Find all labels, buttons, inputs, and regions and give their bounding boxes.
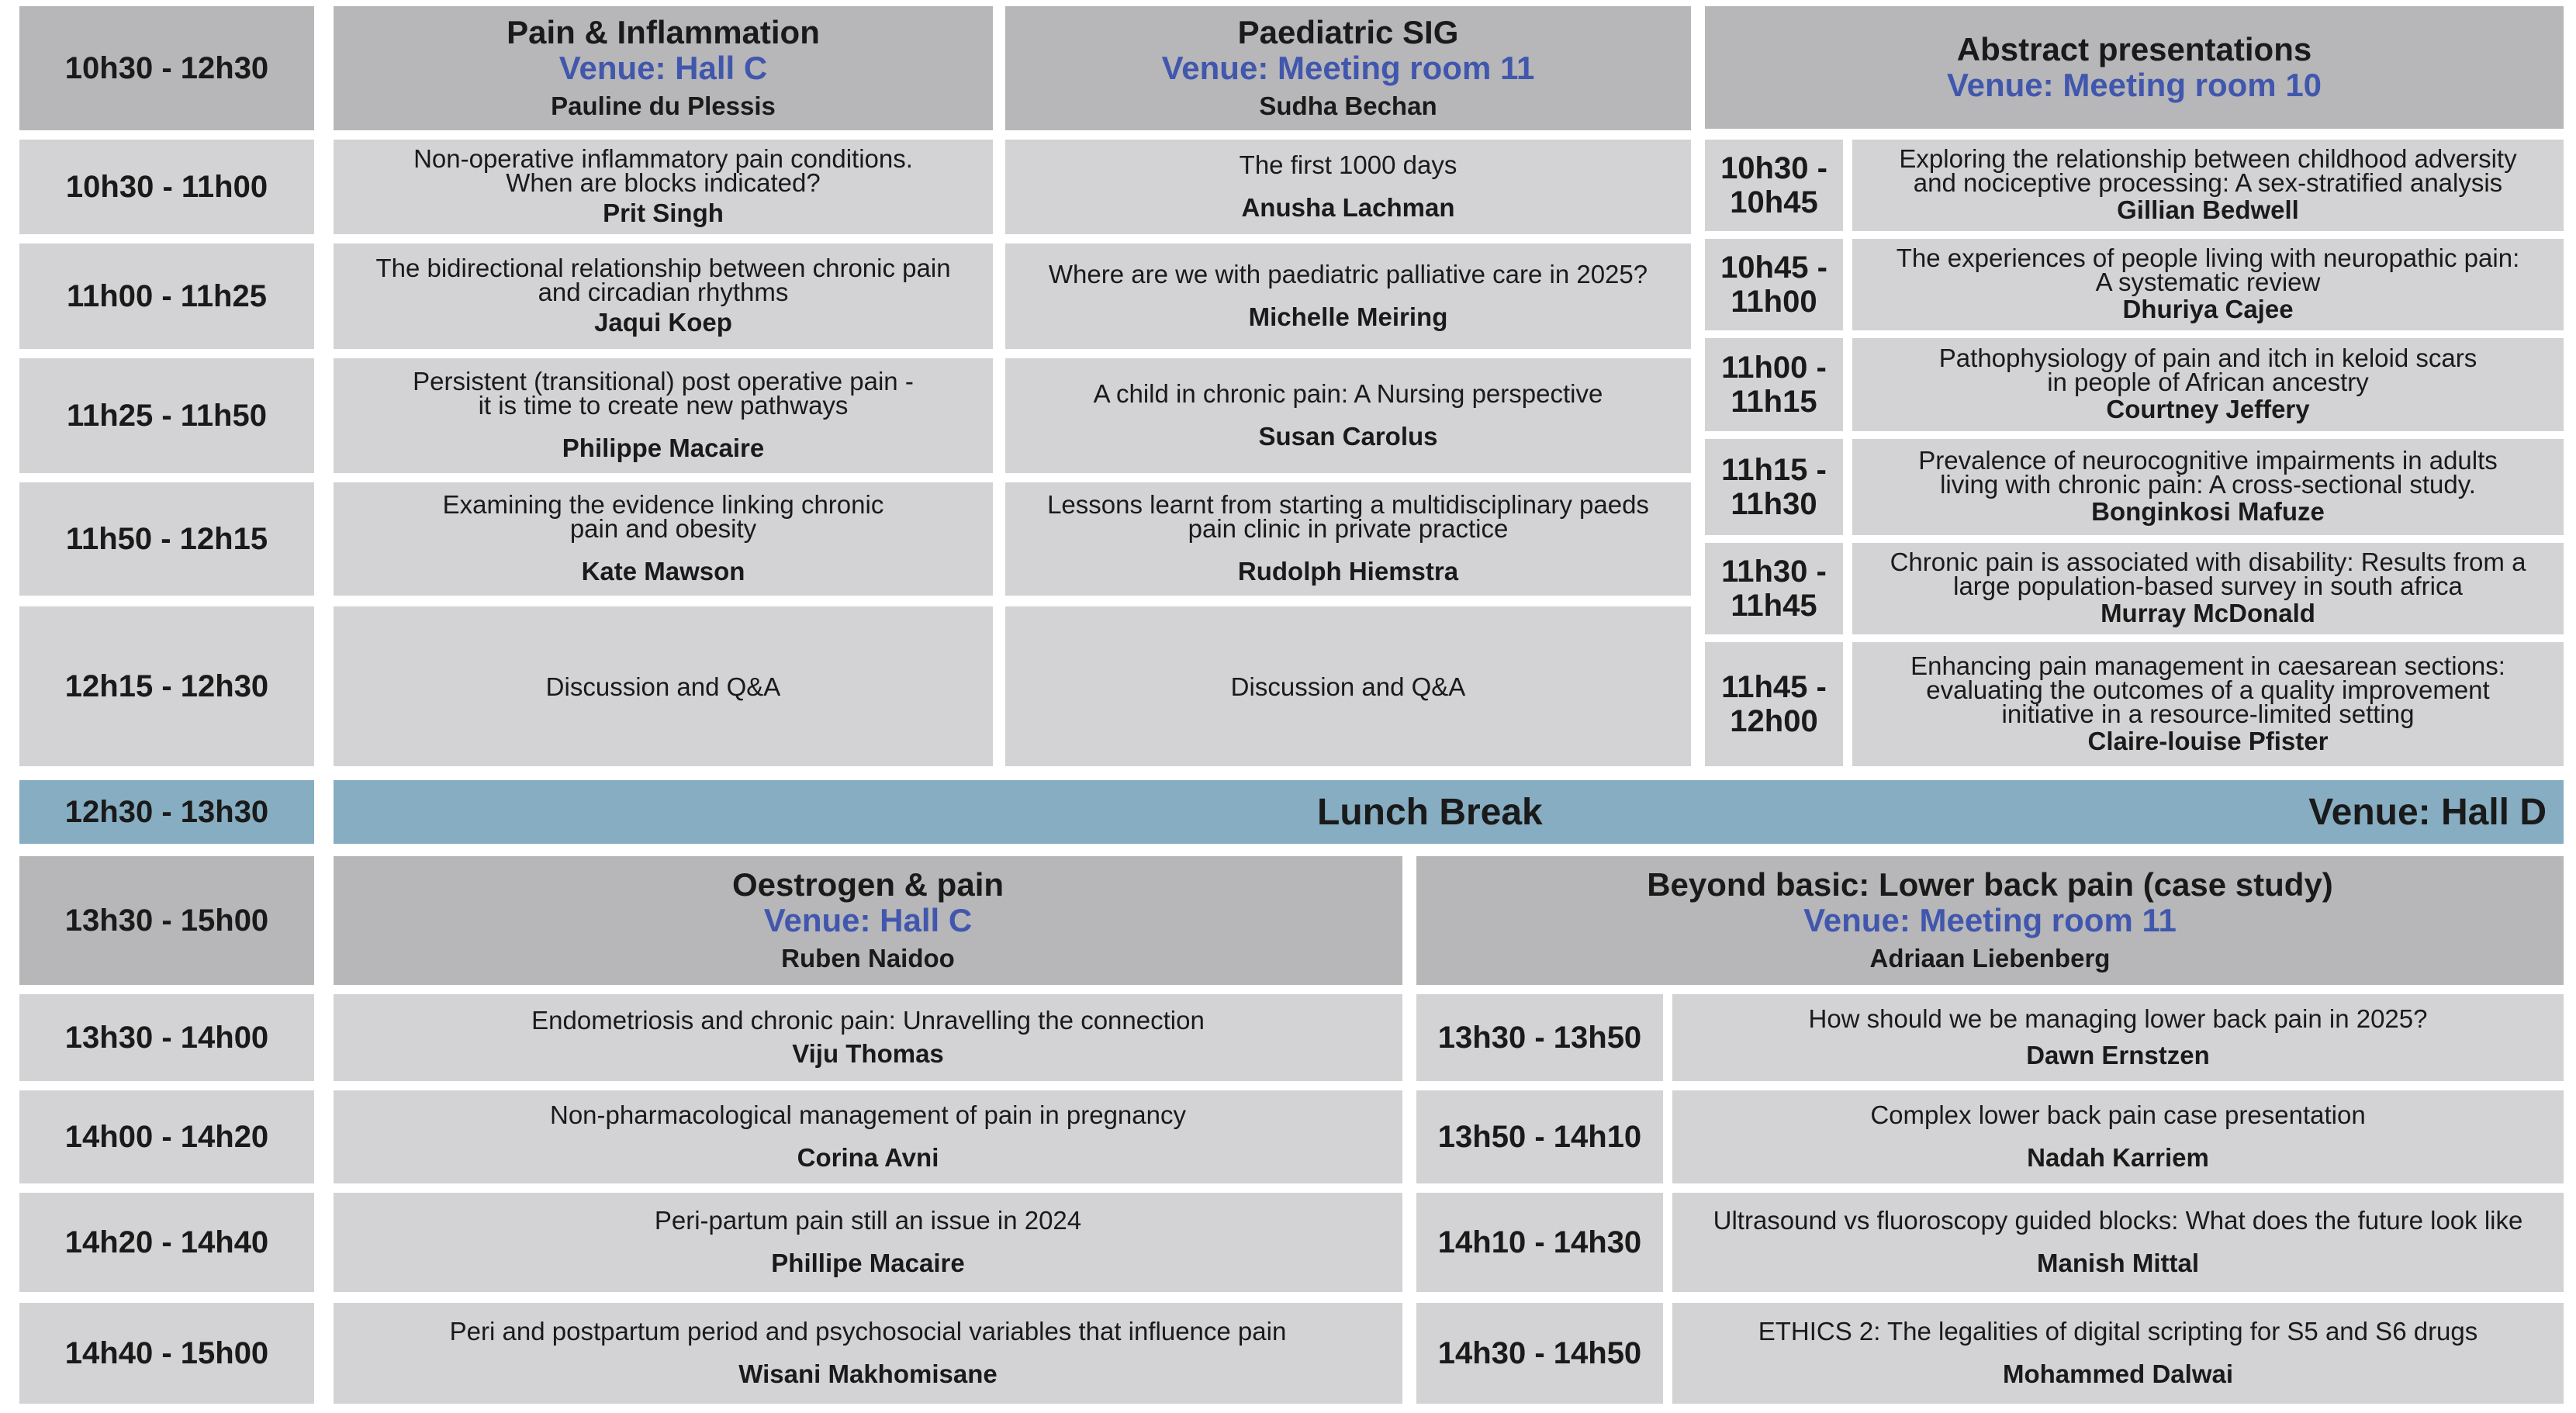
slot-time-cell (19, 1090, 314, 1183)
talk-title: Lessons learnt from starting a multidisciplinary paeds pain clinic in private practice (1047, 490, 1649, 543)
talk-cell (334, 1303, 1402, 1404)
talk-speaker: Viju Thomas (792, 1038, 944, 1068)
talk-speaker: Philippe Macaire (562, 434, 765, 462)
talk-title: How should we be managing lower back pain in 2025? (1808, 1004, 2428, 1033)
talk-speaker: Phillipe Macaire (771, 1248, 965, 1277)
session-chair: Pauline du Plessis (551, 92, 776, 120)
talk-speaker: Bonginkosi Mafuze (2091, 497, 2325, 526)
talk-speaker: Gillian Bedwell (2117, 195, 2299, 224)
abstract-talk-cell (1852, 140, 2564, 231)
slot-time-cell (19, 1303, 314, 1404)
session-header-pain-inflammation (334, 6, 993, 130)
talk-cell (334, 244, 993, 349)
time-label: 10h30 - 12h30 (64, 50, 269, 85)
session-venue: Venue: Hall C (558, 50, 768, 86)
talk-title: Enhancing pain management in caesarean sections: evaluating the outcomes of a quality improvement initiative in a resource-limited setting (1910, 651, 2505, 728)
session-title: Oestrogen & pain (731, 866, 1004, 903)
talk-title: Non-pharmacological management of pain in pregnancy (550, 1100, 1186, 1129)
talk-title: Exploring the relationship between childhood adversity and nociceptive processing: A sex-stratified analysis (1899, 144, 2517, 197)
talk-speaker: Kate Mawson (581, 557, 745, 586)
discussion-cell (1005, 606, 1691, 766)
talk-title: The first 1000 days (1239, 150, 1457, 179)
lunch-title: Lunch Break (1317, 792, 1543, 833)
time-label: 10h30 - 11h00 (65, 169, 268, 204)
talk-title: Where are we with paediatric palliative care in 2025? (1048, 259, 1648, 288)
time-label: 13h30 - 15h00 (64, 903, 269, 938)
slot-time-cell (19, 606, 314, 766)
session-chair: Sudha Bechan (1259, 92, 1437, 120)
time-label: 11h45 - 12h00 (1721, 670, 1827, 738)
talk-speaker: Murray McDonald (2101, 599, 2315, 627)
session-title: Abstract presentations (1956, 31, 2312, 67)
session-title: Paediatric SIG (1237, 14, 1459, 50)
session-header-lower-back-pain (1416, 856, 2564, 985)
talk-title: Discussion and Q&A (545, 672, 781, 701)
session-header-abstracts (1705, 6, 2564, 129)
talk-title: Peri and postpartum period and psychosocial variables that influence pain (449, 1316, 1287, 1346)
abstract-time-cell (1705, 239, 1843, 330)
time-label: 14h10 - 14h30 (1437, 1225, 1642, 1259)
session-venue: Venue: Meeting room 10 (1946, 67, 2322, 103)
session-venue: Venue: Hall C (763, 902, 973, 938)
time-label: 11h00 - 11h25 (67, 278, 267, 313)
time-label: 11h15 - 11h30 (1721, 453, 1827, 521)
slot-time-cell (19, 1193, 314, 1292)
abstract-talk-cell (1852, 239, 2564, 330)
talk-speaker: Anusha Lachman (1241, 192, 1455, 222)
abstract-time-cell (1705, 338, 1843, 431)
talk-speaker: Rudolph Hiemstra (1237, 557, 1459, 586)
talk-speaker: Mohammed Dalwai (2002, 1359, 2234, 1388)
talk-speaker: Jaqui Koep (594, 308, 732, 337)
talk-cell (334, 482, 993, 596)
backpain-time-cell (1416, 1193, 1663, 1292)
talk-speaker: Manish Mittal (2036, 1248, 2199, 1277)
talk-cell (334, 140, 993, 234)
abstract-talk-cell (1852, 338, 2564, 431)
session-venue: Venue: Meeting room 11 (1803, 902, 2177, 938)
abstract-talk-cell (1852, 543, 2564, 634)
talk-cell (334, 1090, 1402, 1183)
abstract-time-cell (1705, 439, 1843, 535)
talk-speaker: Claire-louise Pfister (2087, 726, 2329, 755)
lunch-banner (334, 780, 2564, 844)
talk-cell (1672, 994, 2564, 1081)
talk-cell (1005, 358, 1691, 473)
talk-speaker: Prit Singh (603, 199, 724, 227)
talk-title: Pathophysiology of pain and itch in keloid scars in people of African ancestry (1938, 344, 2477, 396)
talk-speaker: Courtney Jeffery (2106, 395, 2310, 423)
session-chair: Adriaan Liebenberg (1869, 944, 2111, 973)
talk-title: Prevalence of neurocognitive impairments in adults living with chronic pain: A cross-sectional study. (1918, 446, 2498, 499)
time-label: 14h20 - 14h40 (64, 1225, 269, 1259)
slot-time-cell (19, 140, 314, 234)
session-header-oestrogen (334, 856, 1402, 985)
lunch-time-cell (19, 780, 314, 844)
talk-cell (334, 994, 1402, 1081)
discussion-cell (334, 606, 993, 766)
abstract-time-cell (1705, 642, 1843, 766)
afternoon-session-time (19, 856, 314, 985)
talk-cell (1672, 1303, 2564, 1404)
talk-cell (1672, 1193, 2564, 1292)
talk-speaker: Michelle Meiring (1248, 302, 1448, 331)
talk-title: Persistent (transitional) post operative pain - it is time to create new pathways (413, 367, 914, 420)
time-label: 13h30 - 14h00 (64, 1020, 269, 1055)
time-label: 13h30 - 13h50 (1437, 1020, 1642, 1055)
lunch-venue: Venue: Hall D (2308, 792, 2547, 833)
talk-speaker: Nadah Karriem (2027, 1142, 2209, 1172)
talk-title: Endometriosis and chronic pain: Unravelling the connection (531, 1005, 1205, 1035)
session-title: Beyond basic: Lower back pain (case study) (1647, 866, 2333, 903)
time-label: 14h00 - 14h20 (64, 1119, 269, 1154)
slot-time-cell (19, 358, 314, 473)
morning-session-time (19, 6, 314, 130)
slot-time-cell (19, 244, 314, 349)
time-label: 11h50 - 12h15 (65, 521, 268, 556)
talk-title: Non-operative inflammatory pain conditions. When are blocks indicated? (413, 144, 913, 197)
talk-title: Discussion and Q&A (1230, 672, 1466, 701)
talk-title: Ultrasound vs fluoroscopy guided blocks: What does the future look like (1713, 1205, 2523, 1235)
talk-cell (334, 358, 993, 473)
backpain-time-cell (1416, 994, 1663, 1081)
talk-title: ETHICS 2: The legalities of digital scripting for S5 and S6 drugs (1758, 1316, 2478, 1346)
time-label: 12h30 - 13h30 (64, 794, 269, 829)
slot-time-cell (19, 994, 314, 1081)
time-label: 10h30 - 10h45 (1720, 151, 1827, 219)
time-label: 11h00 - 11h15 (1721, 351, 1827, 419)
talk-cell (334, 1193, 1402, 1292)
talk-cell (1005, 244, 1691, 349)
session-title: Pain & Inflammation (507, 14, 820, 50)
backpain-time-cell (1416, 1090, 1663, 1183)
talk-title: The experiences of people living with neuropathic pain: A systematic review (1896, 244, 2520, 296)
talk-speaker: Dhuriya Cajee (2122, 295, 2294, 323)
talk-title: Examining the evidence linking chronic pain and obesity (442, 490, 884, 543)
talk-title: Complex lower back pain case presentation (1870, 1100, 2366, 1129)
session-chair: Ruben Naidoo (781, 944, 955, 973)
talk-cell (1005, 482, 1691, 596)
time-label: 13h50 - 14h10 (1437, 1119, 1642, 1154)
time-label: 11h30 - 11h45 (1721, 554, 1827, 623)
talk-title: Peri-partum pain still an issue in 2024 (654, 1205, 1082, 1235)
abstract-time-cell (1705, 140, 1843, 231)
talk-speaker: Corina Avni (797, 1142, 939, 1172)
time-label: 10h45 - 11h00 (1720, 250, 1827, 319)
abstract-talk-cell (1852, 642, 2564, 766)
talk-cell (1005, 140, 1691, 234)
talk-title: The bidirectional relationship between chronic pain and circadian rhythms (375, 254, 951, 306)
talk-title: Chronic pain is associated with disability: Results from a large population-based survey in south africa (1890, 548, 2526, 600)
time-label: 14h40 - 15h00 (64, 1335, 269, 1370)
session-header-paediatric-sig (1005, 6, 1691, 130)
abstract-time-cell (1705, 543, 1843, 634)
talk-cell (1672, 1090, 2564, 1183)
time-label: 14h30 - 14h50 (1437, 1335, 1642, 1370)
time-label: 11h25 - 11h50 (67, 398, 267, 433)
abstract-talk-cell (1852, 439, 2564, 535)
time-label: 12h15 - 12h30 (64, 668, 269, 703)
talk-speaker: Wisani Makhomisane (738, 1359, 998, 1388)
backpain-time-cell (1416, 1303, 1663, 1404)
slot-time-cell (19, 482, 314, 596)
talk-speaker: Susan Carolus (1258, 421, 1438, 451)
talk-speaker: Dawn Ernstzen (2026, 1040, 2210, 1069)
session-venue: Venue: Meeting room 11 (1161, 50, 1535, 86)
talk-title: A child in chronic pain: A Nursing perspective (1093, 378, 1603, 408)
